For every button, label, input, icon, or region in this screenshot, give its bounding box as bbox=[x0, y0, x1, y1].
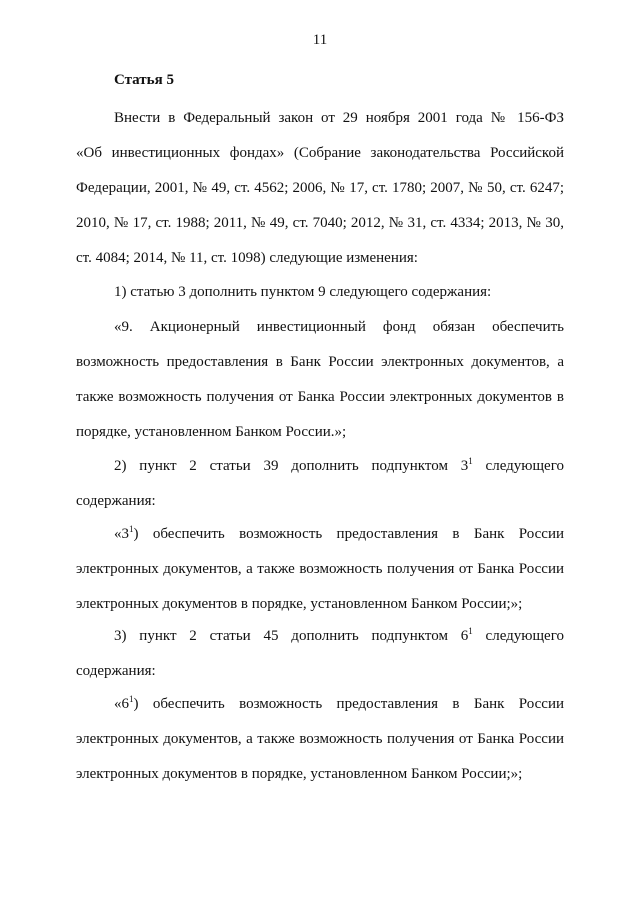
text-line: также возможность получения от Банка России электронных документов в bbox=[76, 389, 564, 405]
text-line bbox=[76, 619, 564, 654]
item-3-paragraph bbox=[76, 619, 564, 689]
text-line: ст. 4084; 2014, № 11, ст. 1098) следующие изменения: bbox=[76, 250, 418, 266]
quote-subitem-6-1 bbox=[76, 687, 564, 792]
superscript: 1 bbox=[468, 626, 473, 636]
text-line bbox=[76, 687, 564, 722]
article-title: Статья 5 bbox=[114, 72, 174, 88]
item-3-text: 3) пункт 2 статьи 45 дополнить подпунктом 6 bbox=[114, 628, 469, 644]
item-2-text-end: следующего bbox=[472, 458, 564, 474]
item-2-paragraph bbox=[76, 449, 564, 519]
intro-paragraph bbox=[76, 101, 564, 276]
text-line: электронных документов, а также возможность получения от Банка России bbox=[76, 731, 564, 747]
text-line bbox=[76, 517, 564, 552]
quote-subitem-3-1 bbox=[76, 517, 564, 622]
page-number: 11 bbox=[312, 32, 328, 48]
item-3-text-end: следующего bbox=[472, 628, 564, 644]
quote-text: ) обеспечить возможность предоставления в Банк России bbox=[133, 526, 564, 542]
text-line: 2010, № 17, ст. 1988; 2011, № 49, ст. 7040; 2012, № 31, ст. 4334; 2013, № 30, bbox=[76, 215, 564, 231]
text-line: 1) статью 3 дополнить пунктом 9 следующего содержания: bbox=[114, 284, 492, 300]
text-line: содержания: bbox=[76, 493, 156, 509]
text-line: электронных документов, а также возможность получения от Банка России bbox=[76, 561, 564, 577]
text-line: «9. Акционерный инвестиционный фонд обязан обеспечить bbox=[114, 319, 564, 335]
superscript: 1 bbox=[129, 694, 134, 704]
text-line: Внести в Федеральный закон от 29 ноября 2001 года № 156-ФЗ bbox=[114, 110, 564, 126]
text-line: электронных документов в порядке, установленном Банком России;»; bbox=[76, 766, 523, 782]
quote-text: ) обеспечить возможность предоставления в Банк России bbox=[133, 696, 564, 712]
text-line: порядке, установленном Банком России.»; bbox=[76, 424, 347, 440]
item-2-text: 2) пункт 2 статьи 39 дополнить подпунктом 3 bbox=[114, 458, 469, 474]
text-line: Федерации, 2001, № 49, ст. 4562; 2006, № 17, ст. 1780; 2007, № 50, ст. 6247; bbox=[76, 180, 564, 196]
text-line: возможность предоставления в Банк России электронных документов, а bbox=[76, 354, 564, 370]
quote-open: «6 bbox=[114, 696, 129, 712]
text-line bbox=[76, 449, 564, 484]
text-line: электронных документов в порядке, установленном Банком России;»; bbox=[76, 596, 523, 612]
superscript: 1 bbox=[468, 456, 473, 466]
text-line: содержания: bbox=[76, 663, 156, 679]
quote-open: «3 bbox=[114, 526, 129, 542]
item-1-paragraph bbox=[76, 275, 564, 310]
quote-item-9 bbox=[76, 310, 564, 450]
text-line: «Об инвестиционных фондах» (Собрание законодательства Российской bbox=[76, 145, 564, 161]
superscript: 1 bbox=[129, 524, 134, 534]
